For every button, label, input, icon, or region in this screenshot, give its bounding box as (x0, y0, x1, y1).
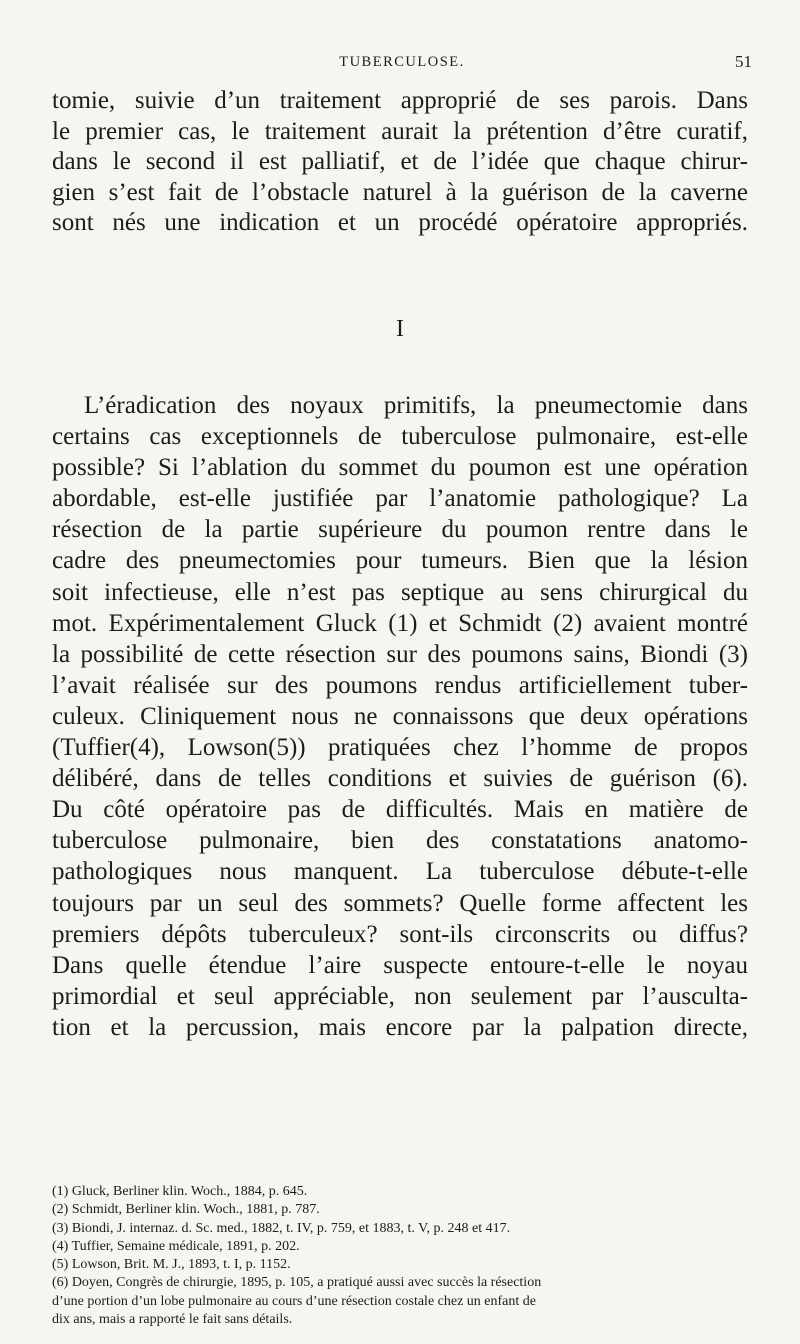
text-line: gien s’est fait de l’obstacle naturel à la guérison de la caverne (52, 178, 748, 206)
text-line: résection de la partie supérieure du poumon rentre dans le (52, 516, 748, 544)
text-line: Dans quelle étendue l’aire suspecte entoure-t-elle le noyau (52, 951, 748, 979)
text-line: premiers dépôts tuberculeux? sont-ils circonscrits ou diffus? (52, 920, 748, 948)
footnote: (3) Biondi, J. internaz. d. Sc. med., 1882, t. IV, p. 759, et 1883, t. V, p. 248 et 417. (52, 1220, 511, 1236)
text-line: dans le second il est palliatif, et de l’idée que chaque chirur- (52, 148, 748, 175)
running-head: TUBERCULOSE. (339, 54, 465, 70)
text-line: le premier cas, le traitement aurait la prétention d’être curatif, (52, 117, 748, 145)
main-paragraph (52, 390, 748, 1043)
footnote: (6) Doyen, Congrès de chirurgie, 1895, p. 105, a pratiqué aussi avec succès la résection (52, 1275, 542, 1291)
intro-paragraph (52, 86, 748, 239)
page-number: 51 (735, 52, 752, 71)
text-line: cadre des pneumectomies pour tumeurs. Bien que la lésion (52, 547, 748, 575)
text-line: L’éradication des noyaux primitifs, la pneumectomie dans (84, 392, 748, 419)
footnote: (5) Lowson, Brit. M. J., 1893, t. I, p. 1152. (52, 1257, 291, 1273)
text-line: toujours par un seul des sommets? Quelle forme affectent les (52, 889, 748, 917)
footnote: (1) Gluck, Berliner klin. Woch., 1884, p. 645. (52, 1184, 308, 1199)
text-line: tion et la percussion, mais encore par la palpation directe, (52, 1013, 748, 1041)
footnote: (4) Tuffier, Semaine médicale, 1891, p. 202. (52, 1238, 300, 1254)
text-line: primordial et seul appréciable, non seulement par l’ausculta- (52, 982, 748, 1010)
text-line: sont nés une indication et un procédé opératoire appropriés. (52, 209, 748, 236)
text-line: possible? Si l’ablation du sommet du poumon est une opération (52, 454, 748, 482)
text-line: (Tuffier(4), Lowson(5)) pratiquées chez l’homme de propos (52, 734, 748, 762)
text-line: tuberculose pulmonaire, bien des constatations anatomo- (52, 827, 748, 855)
text-line: mot. Expérimentalement Gluck (1) et Schmidt (2) avaient montré (52, 609, 748, 637)
footnote-continuation: dix ans, mais a rapporté le fait sans détails. (52, 1312, 293, 1328)
text-line: pathologiques nous manquent. La tuberculose débute-t-elle (52, 858, 748, 886)
footnote: (2) Schmidt, Berliner klin. Woch., 1881, p. 787. (52, 1202, 320, 1218)
text-line: la possibilité de cette résection sur des poumons sains, Biondi (3) (52, 640, 748, 668)
footnote-continuation: d’une portion d’un lobe pulmonaire au cours d’une résection costale chez un enfant de (52, 1293, 536, 1309)
text-line: tomie, suivie d’un traitement approprié de ses parois. Dans (52, 87, 748, 114)
text-line: délibéré, dans de telles conditions et suivies de guérison (6). (52, 765, 748, 793)
footnotes (52, 1183, 748, 1329)
text-line: culeux. Cliniquement nous ne connaissons que deux opérations (52, 702, 748, 730)
text-line: l’avait réalisée sur des poumons rendus artificiellement tuber- (52, 671, 748, 699)
page-header (52, 50, 752, 76)
text-line: soit infectieuse, elle n’est pas septique au sens chirurgical du (52, 578, 748, 606)
text-line: abordable, est-elle justifiée par l’anatomie pathologique? La (52, 485, 748, 513)
text-line: Du côté opératoire pas de difficultés. Mais en matière de (52, 796, 748, 824)
section-number: I (396, 316, 404, 342)
text-line: certains cas exceptionnels de tuberculose pulmonaire, est-elle (52, 423, 748, 451)
